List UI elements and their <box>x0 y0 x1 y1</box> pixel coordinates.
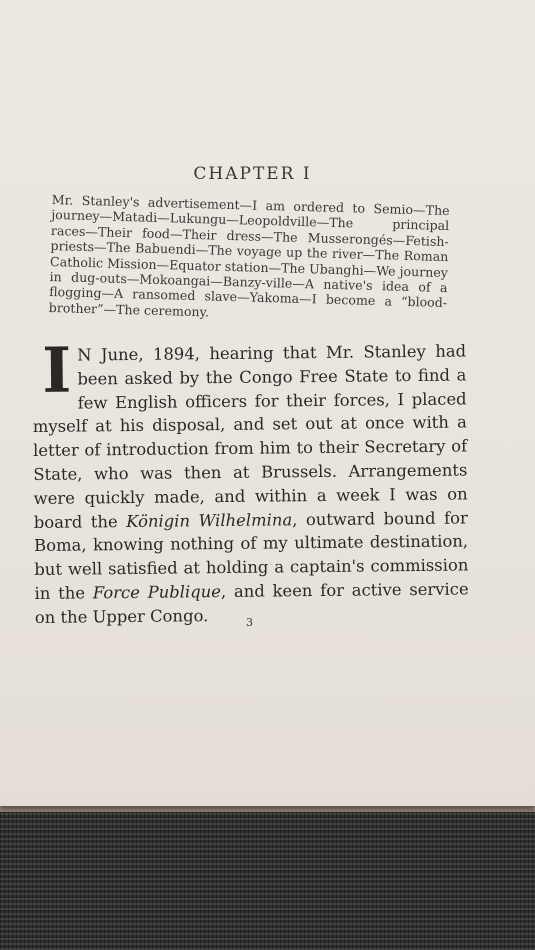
page-number: 3 <box>246 616 253 629</box>
desk-surface <box>0 800 535 950</box>
body-text-part-3: , and keen for active service on the Upper Congo. <box>34 579 469 627</box>
force-name: Force Publique <box>92 582 222 603</box>
body-text-part-1: N June, 1894, hearing that Mr. Stanley had been asked by the Congo Free State to find a few English officers for their forces, I placed myself at his disposal, and set out at once with a letter of introduction from him to their Secretary of State, who was then at Brussels. Arrangements were quickly made, and within a week I was on board the <box>32 341 468 532</box>
body-text-part-2: , outward bound for Boma, knowing nothing of my ultimate destination, but well satisfied at holding a captain's commission in the <box>34 508 469 603</box>
chapter-body <box>32 333 469 629</box>
chapter-synopsis: Mr. Stanley's advertisement—I am ordered to Semio—The journey—Matadi—Lukungu—Leopoldville—The principal races—Their food—Their dress—The Musserongés—Fetish-priests—The Babuendi—The voyage up the river—The Roman Catholic Mission—Equator station—The Ubanghi—We journey in dug-outs—Mokoangai—Banzy-ville—A native's idea of a flogging—A ransomed slave—Yakoma—I become a “blood-brother”—The ceremony. <box>48 192 450 320</box>
chapter-heading: CHAPTER I <box>193 164 312 184</box>
ship-name: Königin Wilhelmina <box>126 509 293 531</box>
drop-cap: I <box>41 333 72 407</box>
